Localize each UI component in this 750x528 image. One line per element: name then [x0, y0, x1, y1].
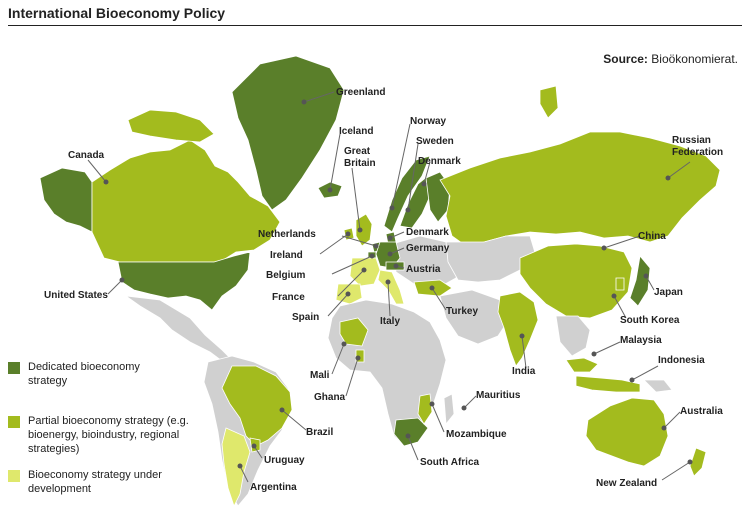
dot-mauritius	[462, 406, 467, 411]
label-netherlands: Netherlands	[258, 229, 316, 240]
dot-new-zealand	[688, 460, 693, 465]
label-great-britain-word: Britain	[344, 158, 376, 169]
label-austria: Austria	[406, 264, 441, 275]
label-turkey: Turkey	[446, 306, 479, 317]
country-south-korea	[616, 278, 624, 290]
label-south-korea: South Korea	[620, 315, 680, 326]
dot-canada	[104, 180, 109, 185]
label-denmark-south: Denmark	[406, 227, 449, 238]
label-canada: Canada	[68, 150, 105, 161]
dot-italy	[386, 280, 391, 285]
dot-spain	[346, 292, 351, 297]
label-belgium: Belgium	[266, 270, 306, 281]
label-mozambique: Mozambique	[446, 429, 507, 440]
label-new-zealand: New Zealand	[596, 478, 658, 489]
dot-turkey	[430, 286, 435, 291]
label-india: India	[512, 366, 536, 377]
legend-swatch-dedicated	[8, 362, 20, 374]
dot-australia	[662, 426, 667, 431]
dot-ghana	[356, 356, 361, 361]
leader-mozambique	[432, 404, 444, 432]
dot-india	[520, 334, 525, 339]
country-china	[520, 244, 632, 318]
legend-swatch-partial	[8, 416, 20, 428]
leader-malaysia	[594, 342, 620, 354]
label-japan: Japan	[654, 287, 683, 298]
map-title: International Bioeconomy Policy	[8, 5, 226, 21]
leader-ireland	[320, 234, 348, 254]
label-united-states: United States	[44, 290, 108, 301]
region-arctic-islands	[128, 110, 214, 142]
dot-great-britain	[358, 228, 363, 233]
dot-sweden	[406, 208, 411, 213]
source-text: Bioökonomierat.	[651, 52, 738, 66]
legend-label-development: Bioeconomy strategy under development	[28, 469, 162, 495]
dot-russia	[666, 176, 671, 181]
label-australia: Australia	[680, 406, 723, 417]
country-australia	[586, 398, 668, 466]
dot-china	[602, 246, 607, 251]
dot-netherlands	[374, 244, 379, 249]
leader-united-states	[108, 280, 122, 294]
leader-indonesia	[632, 366, 658, 380]
dot-uruguay	[252, 444, 257, 449]
dot-greenland	[302, 100, 307, 105]
country-malaysia	[566, 358, 598, 372]
legend-label-dedicated: Dedicated bioeconomy strategy	[28, 361, 140, 387]
legend-swatch-development	[8, 470, 20, 482]
dot-belgium	[370, 254, 375, 259]
dot-japan	[644, 274, 649, 279]
label-denmark: Denmark	[418, 156, 461, 167]
label-greenland: Greenland	[336, 87, 386, 98]
label-indonesia: Indonesia	[658, 355, 705, 366]
region-alaska	[40, 168, 92, 232]
label-malaysia: Malaysia	[620, 335, 662, 346]
label-ghana: Ghana	[314, 392, 346, 403]
dot-united-states	[120, 278, 125, 283]
dot-malaysia	[592, 352, 597, 357]
legend-label-partial: Partial bioeconomy strategy (e.g. bioenergy, bioindustry, regional strategies)	[28, 415, 189, 455]
dot-ireland	[346, 232, 351, 237]
label-china: China	[638, 231, 666, 242]
dot-indonesia	[630, 378, 635, 383]
label-great-britain	[344, 146, 376, 169]
leader-iceland	[330, 134, 340, 190]
label-spain: Spain	[292, 312, 320, 323]
country-canada	[92, 140, 280, 262]
dot-argentina	[238, 464, 243, 469]
region-mexico-central-america	[126, 296, 232, 364]
dot-south-africa	[406, 434, 411, 439]
dot-austria	[394, 264, 399, 269]
country-india	[498, 292, 538, 366]
region-siberian-islands	[540, 86, 558, 118]
dot-brazil	[280, 408, 285, 413]
label-great-britain-word: Great	[344, 146, 371, 157]
label-russia-word: Federation	[672, 147, 724, 158]
region-southeast-asia-other	[556, 316, 590, 356]
label-ireland: Ireland	[270, 250, 303, 261]
label-mali: Mali	[310, 370, 330, 381]
label-brazil: Brazil	[306, 427, 334, 438]
dot-norway	[390, 206, 395, 211]
label-italy: Italy	[380, 316, 401, 327]
island-papua	[644, 380, 672, 392]
dot-denmark-north	[422, 182, 427, 187]
label-iceland: Iceland	[339, 126, 374, 137]
label-germany: Germany	[406, 243, 450, 254]
dot-denmark-south	[388, 236, 393, 241]
label-south-africa: South Africa	[420, 457, 480, 468]
label-russia-line1	[672, 135, 723, 158]
label-russia-word: Russian	[672, 135, 711, 146]
leader-australia	[664, 412, 680, 428]
label-sweden: Sweden	[416, 136, 454, 147]
label-mauritius: Mauritius	[476, 390, 521, 401]
dot-iceland	[328, 188, 333, 193]
label-uruguay: Uruguay	[264, 455, 305, 466]
leader-new-zealand	[662, 462, 690, 480]
label-norway: Norway	[410, 116, 447, 127]
island-madagascar	[444, 394, 454, 424]
label-argentina: Argentina	[250, 482, 297, 493]
country-japan	[630, 256, 650, 306]
leader-mauritius	[464, 396, 476, 408]
dot-mali	[342, 342, 347, 347]
source-label: Source:	[603, 52, 648, 66]
dot-france	[362, 268, 367, 273]
label-france: France	[272, 292, 305, 303]
dot-mozambique	[430, 402, 435, 407]
dot-germany	[388, 252, 393, 257]
dot-south-korea	[612, 294, 617, 299]
